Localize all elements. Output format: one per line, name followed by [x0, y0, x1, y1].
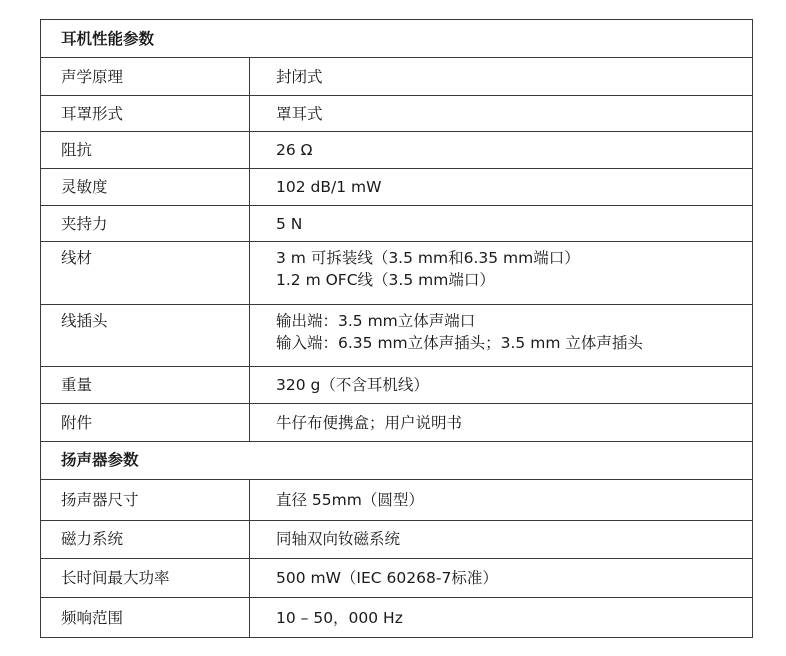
row-value: 同轴双向钕磁系统 [250, 520, 753, 558]
row-label: 磁力系统 [41, 520, 250, 558]
table-row [41, 480, 753, 520]
table-row [41, 206, 753, 242]
table-row [41, 305, 753, 367]
row-label: 声学原理 [41, 58, 250, 95]
table-row [41, 168, 753, 205]
row-label: 扬声器尺寸 [41, 480, 250, 520]
row-value [250, 305, 753, 367]
section-header-row [41, 20, 753, 58]
table-row [41, 95, 753, 131]
row-label: 耳罩形式 [41, 95, 250, 131]
value-line: 输出端：3.5 mm立体声端口 [276, 312, 476, 331]
row-label: 线插头 [41, 305, 250, 367]
row-value: 500 mW（IEC 60268-7标准） [250, 559, 753, 598]
table-row [41, 132, 753, 168]
table-row [41, 366, 753, 403]
row-value [250, 242, 753, 305]
table-row [41, 242, 753, 305]
row-label: 灵敏度 [41, 168, 250, 205]
value-line: 输入端：6.35 mm立体声插头；3.5 mm 立体声插头 [276, 334, 643, 353]
table-row [41, 58, 753, 95]
row-label: 频响范围 [41, 598, 250, 638]
row-value: 直径 55mm（圆型） [250, 480, 753, 520]
section-header-row [41, 441, 753, 479]
row-value: 10 – 50，000 Hz [250, 598, 753, 638]
row-value: 320 g（不含耳机线） [250, 366, 753, 403]
table-row [41, 404, 753, 441]
row-label: 夹持力 [41, 206, 250, 242]
row-value: 封闭式 [250, 58, 753, 95]
value-line: 3 m 可拆装线（3.5 mm和6.35 mm端口） [276, 249, 580, 268]
row-label: 重量 [41, 366, 250, 403]
row-value: 102 dB/1 mW [250, 168, 753, 205]
row-label: 线材 [41, 242, 250, 305]
table-row [41, 520, 753, 558]
row-label: 附件 [41, 404, 250, 441]
table-row [41, 598, 753, 638]
row-value: 牛仔布便携盒；用户说明书 [250, 404, 753, 441]
value-line: 1.2 m OFC线（3.5 mm端口） [276, 271, 495, 290]
row-label: 长时间最大功率 [41, 559, 250, 598]
table-row [41, 559, 753, 598]
row-value: 26 Ω [250, 132, 753, 168]
row-label: 阻抗 [41, 132, 250, 168]
row-value: 5 N [250, 206, 753, 242]
row-value: 罩耳式 [250, 95, 753, 131]
section-title: 扬声器参数 [41, 441, 753, 479]
section-title: 耳机性能参数 [41, 20, 753, 58]
spec-table [40, 19, 753, 638]
